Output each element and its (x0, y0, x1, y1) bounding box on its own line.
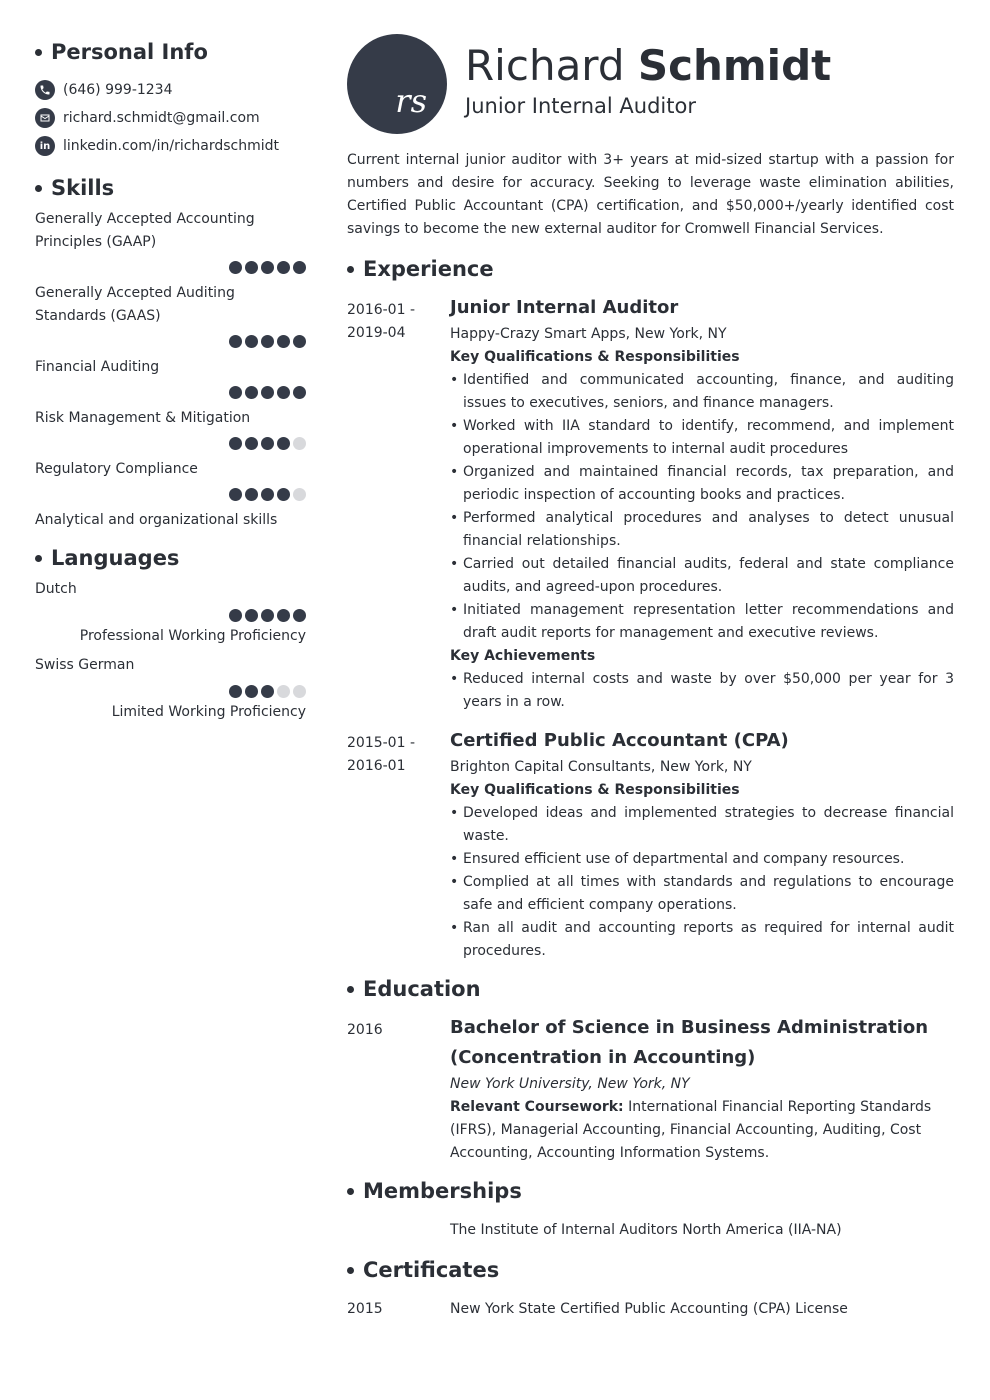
membership-item: The Institute of Internal Auditors North America (IIA-NA) (450, 1222, 842, 1238)
job-date-end: 2019-04 (347, 325, 406, 341)
language-level: Professional Working Proficiency (79, 628, 306, 644)
bullet-dot (35, 555, 42, 562)
contact-phone (35, 76, 306, 104)
education-heading: Education (347, 975, 954, 1003)
rating-dot-filled (293, 335, 306, 348)
achievements-list (450, 668, 954, 714)
rating-dot-filled (229, 261, 242, 274)
rating-dot-filled (261, 609, 274, 622)
contact-list (35, 76, 306, 160)
language-item (35, 578, 306, 646)
first-name: Richard (465, 41, 625, 90)
responsibility-item: • Organized and maintained financial records, tax preparation, and periodic inspection of accounting books and practices. (450, 461, 954, 507)
responsibilities-list (450, 369, 954, 645)
education-entry (347, 1013, 954, 1165)
skill-item (35, 208, 306, 274)
rating-dot-filled (277, 386, 290, 399)
responsibility-item: • Developed ideas and implemented strategies to decrease financial waste. (450, 802, 954, 848)
summary: Current internal junior auditor with 3+ years at mid-sized startup with a passion for numbers and desire for accuracy. Seeking to leverage waste elimination abilities, Certified Public Accountant (CPA) certification, and $50,000+/yearly identified cost savings to become the new external auditor for Cromwell Financial Services. (347, 152, 954, 237)
rating-dot-filled (293, 261, 306, 274)
rating-dot-filled (229, 488, 242, 501)
job-dates (347, 726, 450, 963)
certificates-heading: Certificates (347, 1256, 954, 1284)
job-title: Certified Public Accountant (CPA) (450, 730, 789, 751)
certificates-section (347, 1256, 954, 1321)
rating-dots (35, 685, 306, 698)
rating-dot-filled (277, 261, 290, 274)
membership-entry (347, 1219, 954, 1242)
job-body (450, 726, 954, 963)
responsibility-item: • Carried out detailed financial audits, federal and state compliance audits, and agreed-upon procedures. (450, 553, 954, 599)
responsibility-item: • Initiated management representation letter recommendations and draft audit reports for management and executive reviews. (450, 599, 954, 645)
skill-name: Risk Management & Mitigation (35, 410, 251, 426)
rating-dot-filled (229, 386, 242, 399)
responsibilities-list (450, 802, 954, 963)
skill-name: Regulatory Compliance (35, 461, 198, 477)
responsibility-item: • Identified and communicated accounting, finance, and auditing issues to executives, seniors, and finance managers. (450, 369, 954, 415)
rating-dot-filled (229, 437, 242, 450)
language-level: Limited Working Proficiency (111, 704, 306, 720)
rating-dot-filled (277, 609, 290, 622)
job-company: Brighton Capital Consultants, New York, NY (450, 759, 752, 775)
responsibility-item: • Performed analytical procedures and analyses to detect unusual financial relationships. (450, 507, 954, 553)
jobs-list (347, 293, 954, 963)
skill-name: Generally Accepted Auditing Standards (GAAS) (35, 285, 235, 324)
rating-dot-filled (245, 335, 258, 348)
languages-list (35, 578, 306, 722)
job-title: Junior Internal Auditor (450, 297, 679, 318)
job-entry (347, 726, 954, 963)
rating-dot-empty (293, 437, 306, 450)
job-date-end: 2016-01 (347, 758, 406, 774)
skills-list (35, 208, 306, 532)
skill-item (35, 356, 306, 399)
name-block (465, 40, 831, 118)
main-content (347, 34, 954, 1321)
bullet-dot (347, 266, 354, 273)
language-name: Swiss German (35, 657, 135, 673)
bullet-dot (347, 986, 354, 993)
full-name (465, 40, 831, 92)
job-body (450, 293, 954, 714)
certificate-date: 2015 (347, 1301, 383, 1317)
envelope-icon (35, 108, 55, 128)
job-date-start: 2016-01 - (347, 302, 415, 318)
rating-dot-filled (245, 488, 258, 501)
rating-dot-filled (245, 609, 258, 622)
experience-section (347, 255, 954, 963)
skill-item (35, 407, 306, 450)
skill-name: Generally Accepted Accounting Principles (GAAP) (35, 211, 255, 250)
certificate-item: New York State Certified Public Accounting (CPA) License (450, 1301, 848, 1317)
rating-dot-filled (261, 437, 274, 450)
rating-dot-filled (245, 261, 258, 274)
experience-heading: Experience (347, 255, 954, 283)
responsibilities-heading: Key Qualifications & Responsibilities (450, 349, 740, 365)
rating-dot-filled (245, 386, 258, 399)
rating-dot-filled (261, 335, 274, 348)
rating-dot-filled (229, 685, 242, 698)
memberships-section (347, 1177, 954, 1242)
job-company: Happy-Crazy Smart Apps, New York, NY (450, 326, 727, 342)
job-dates (347, 293, 450, 714)
responsibility-item: • Complied at all times with standards and regulations to encourage safe and efficient company operations. (450, 871, 954, 917)
rating-dot-empty (293, 685, 306, 698)
degree-title: Bachelor of Science in Business Administration (Concentration in Accounting) (450, 1017, 929, 1068)
memberships-heading: Memberships (347, 1177, 954, 1205)
linkedin-icon: in (35, 136, 55, 156)
personal-info-heading: Personal Info (35, 38, 306, 66)
bullet-dot (35, 185, 42, 192)
contact-email (35, 104, 306, 132)
rating-dots (35, 335, 306, 348)
responsibilities-heading: Key Qualifications & Responsibilities (450, 782, 740, 798)
education-section (347, 975, 954, 1165)
skill-name: Analytical and organizational skills (35, 512, 278, 528)
rating-dots (35, 386, 306, 399)
rating-dot-empty (277, 685, 290, 698)
rating-dot-filled (277, 335, 290, 348)
skill-name: Financial Auditing (35, 359, 160, 375)
rating-dots (35, 488, 306, 501)
bullet-dot (347, 1188, 354, 1195)
phone-text: (646) 999-1234 (63, 82, 173, 98)
email-link[interactable]: richard.schmidt@gmail.com (63, 110, 260, 126)
language-name: Dutch (35, 581, 77, 597)
school-name: New York University, New York, NY (450, 1076, 690, 1092)
skill-item (35, 458, 306, 501)
languages-heading: Languages (35, 544, 306, 572)
rating-dot-filled (229, 609, 242, 622)
responsibility-item: • Ensured efficient use of departmental and company resources. (450, 848, 954, 871)
job-date-start: 2015-01 - (347, 735, 415, 751)
rating-dots (35, 437, 306, 450)
rating-dot-filled (293, 386, 306, 399)
rating-dot-filled (277, 437, 290, 450)
rating-dots (35, 261, 306, 274)
sidebar (35, 38, 306, 730)
contact-linkedin (35, 132, 306, 160)
responsibility-item: • Worked with IIA standard to identify, recommend, and implement operational improvements to internal audit procedures (450, 415, 954, 461)
education-date: 2016 (347, 1022, 383, 1038)
bullet-dot (35, 49, 42, 56)
language-item (35, 654, 306, 722)
phone-icon (35, 80, 55, 100)
rating-dot-filled (229, 335, 242, 348)
avatar-initials: rs (395, 82, 427, 120)
rating-dot-filled (277, 488, 290, 501)
skill-item (35, 282, 306, 348)
rating-dot-filled (245, 437, 258, 450)
achievements-heading: Key Achievements (450, 648, 596, 664)
rating-dots (35, 609, 306, 622)
bullet-dot (347, 1267, 354, 1274)
skill-item (35, 509, 306, 532)
coursework-text: International Financial Reporting Standards (IFRS), Managerial Accounting, Financial Accounting, Auditing, Cost Accounting, Accounting Information Systems. (450, 1099, 932, 1161)
coursework-label: Relevant Coursework: (450, 1099, 624, 1115)
job-title: Junior Internal Auditor (465, 94, 696, 118)
linkedin-link[interactable]: linkedin.com/in/richardschmidt (63, 138, 280, 154)
avatar (347, 34, 447, 134)
last-name: Schmidt (637, 41, 832, 90)
rating-dot-empty (293, 488, 306, 501)
job-entry (347, 293, 954, 714)
rating-dot-filled (261, 685, 274, 698)
certificate-entry (347, 1298, 954, 1321)
responsibility-item: • Ran all audit and accounting reports as required for internal audit procedures. (450, 917, 954, 963)
skills-heading: Skills (35, 174, 306, 202)
coursework (450, 1096, 954, 1165)
rating-dot-filled (261, 261, 274, 274)
rating-dot-filled (245, 685, 258, 698)
resume-header (347, 34, 954, 146)
achievement-item: • Reduced internal costs and waste by over $50,000 per year for 3 years in a row. (450, 668, 954, 714)
rating-dot-filled (293, 609, 306, 622)
rating-dot-filled (261, 386, 274, 399)
rating-dot-filled (261, 488, 274, 501)
